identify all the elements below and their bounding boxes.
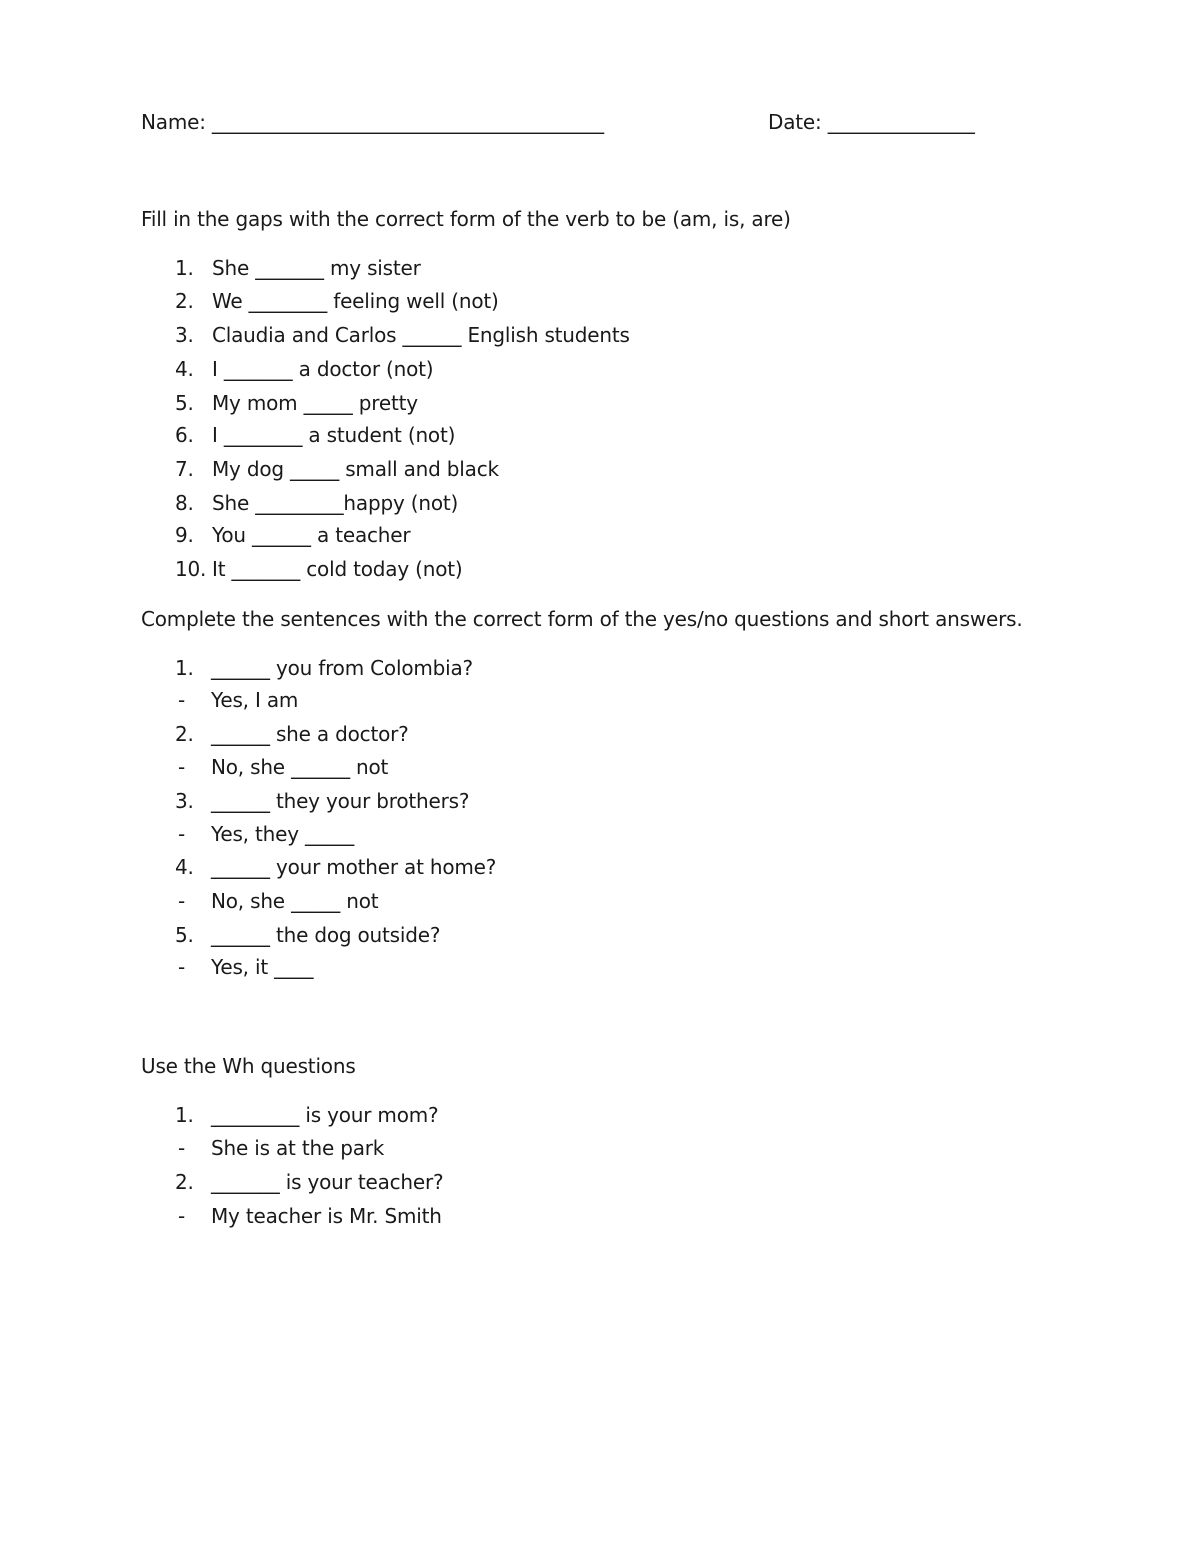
item-text: No, she ______ not (211, 755, 389, 779)
item-number: 1. (175, 656, 194, 680)
item-number: 2. (175, 1170, 194, 1194)
item-text: ______ you from Colombia? (211, 656, 473, 680)
item-number: 9. (175, 523, 194, 547)
item-text: ______ they your brothers? (211, 789, 470, 813)
item-text: My teacher is Mr. Smith (211, 1204, 442, 1228)
section3-instruction: Use the Wh questions (141, 1054, 356, 1078)
item-number: 5. (175, 391, 194, 415)
answer-dash: - (178, 1204, 186, 1228)
item-text: I ________ a student (not) (212, 423, 456, 447)
date-label: Date: _______________ (768, 110, 975, 134)
item-text: She _______ my sister (212, 256, 421, 280)
answer-dash: - (178, 1136, 186, 1160)
item-text: You ______ a teacher (212, 523, 411, 547)
item-number: 3. (175, 323, 194, 347)
item-number: 4. (175, 855, 194, 879)
item-text: We ________ feeling well (not) (212, 289, 499, 313)
item-text: Claudia and Carlos ______ English students (212, 323, 630, 347)
item-text: _________ is your mom? (211, 1103, 439, 1127)
item-number: 1. (175, 1103, 194, 1127)
item-number: 10. (175, 557, 207, 581)
item-text: No, she _____ not (211, 889, 379, 913)
answer-dash: - (178, 688, 186, 712)
item-number: 5. (175, 923, 194, 947)
item-text: ______ your mother at home? (211, 855, 497, 879)
item-number: 4. (175, 357, 194, 381)
item-number: 2. (175, 289, 194, 313)
item-text: Yes, they _____ (211, 822, 355, 846)
item-number: 1. (175, 256, 194, 280)
item-number: 6. (175, 423, 194, 447)
item-text: Yes, it ____ (211, 955, 314, 979)
section1-instruction: Fill in the gaps with the correct form of the verb to be (am, is, are) (141, 207, 791, 231)
item-number: 8. (175, 491, 194, 515)
item-text: Yes, I am (211, 688, 299, 712)
item-text: She is at the park (211, 1136, 385, 1160)
answer-dash: - (178, 755, 186, 779)
item-text: It _______ cold today (not) (212, 557, 463, 581)
item-text: I _______ a doctor (not) (212, 357, 434, 381)
section2-instruction: Complete the sentences with the correct form of the yes/no questions and short answers. (141, 607, 1023, 631)
answer-dash: - (178, 889, 186, 913)
answer-dash: - (178, 955, 186, 979)
item-text: She _________happy (not) (212, 491, 459, 515)
item-text: My mom _____ pretty (212, 391, 418, 415)
name-label: Name: ________________________________________ (141, 110, 604, 134)
name-field[interactable] (141, 108, 604, 136)
answer-dash: - (178, 822, 186, 846)
item-number: 3. (175, 789, 194, 813)
item-text: My dog _____ small and black (212, 457, 499, 481)
item-text: ______ she a doctor? (211, 722, 409, 746)
item-text: ______ the dog outside? (211, 923, 441, 947)
item-number: 2. (175, 722, 194, 746)
item-text: _______ is your teacher? (211, 1170, 444, 1194)
item-number: 7. (175, 457, 194, 481)
date-field[interactable] (768, 108, 975, 136)
